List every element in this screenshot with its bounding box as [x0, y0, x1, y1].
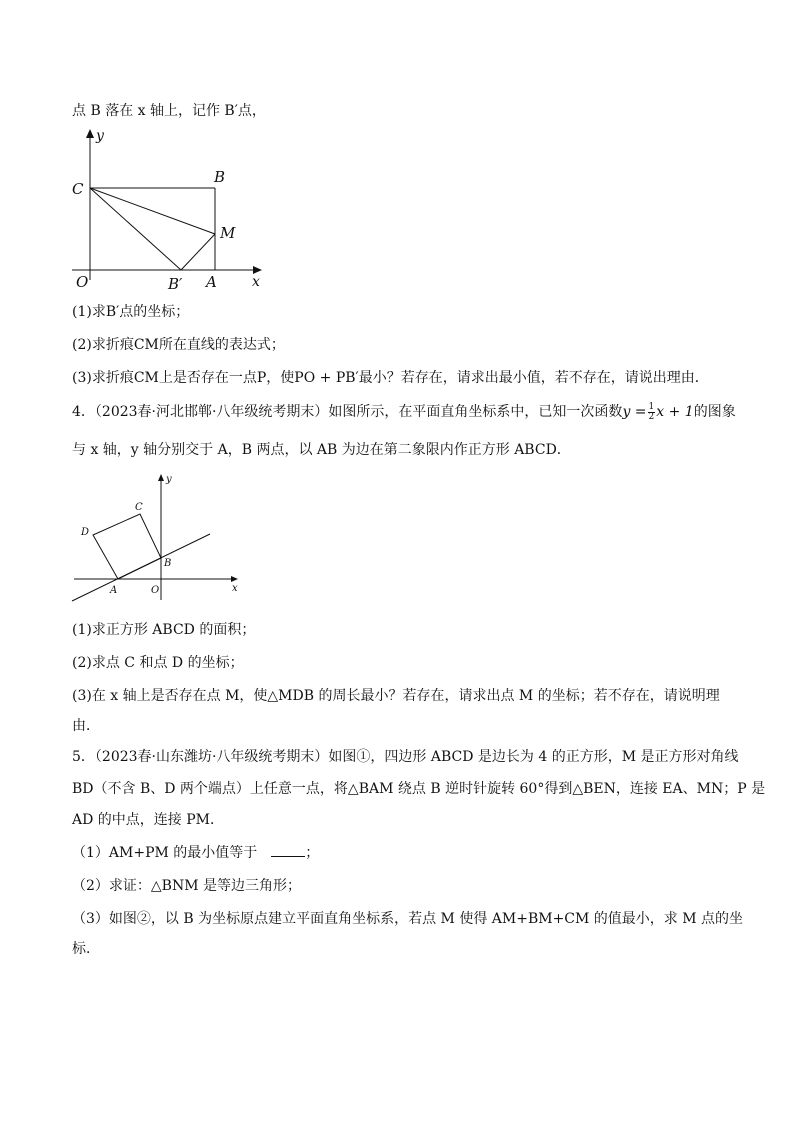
figure-1	[68, 124, 268, 294]
q4-part2: (2)求点 C 和点 D 的坐标；	[72, 655, 244, 671]
label-x: x	[252, 274, 260, 290]
label-o: O	[151, 585, 160, 596]
q4-fraction-den: 2	[648, 411, 655, 422]
q5-part3-cont: 标．	[72, 941, 100, 957]
q4-line1-pre: 4．（2023春·河北邯郸·八年级统考期末）如图所示，在平面直角坐标系中，已知一次函数	[72, 404, 623, 420]
answer-blank	[271, 844, 305, 857]
intro-line: 点 B 落在 x 轴上，记作 B′点，	[72, 103, 266, 119]
q5-part2: （2）求证：△BNM 是等边三角形；	[72, 878, 301, 894]
q5-line1: 5．（2023春·山东潍坊·八年级统考期末）如图①，四边形 ABCD 是边长为 4 的正方形，M 是正方形对角线	[72, 749, 739, 765]
q3-part2: (2)求折痕CM所在直线的表达式；	[72, 337, 285, 353]
q5-line2: BD（不含 B、D 两个端点）上任意一点，将△BAM 绕点 B 逆时针旋转 60°得到△BEN，连接 EA、MN；P 是	[72, 781, 766, 797]
square-abcd	[93, 514, 161, 579]
q5-part1-pre: （1）AM+PM 的最小值等于	[72, 845, 258, 861]
q5-part1	[72, 843, 319, 863]
q4-fraction	[648, 403, 656, 422]
q4-part3-cont: 由．	[72, 718, 100, 734]
label-b: B	[214, 168, 226, 186]
q4-line2: 与 x 轴，y 轴分别交于 A，B 两点，以 AB 为边在第二象限内作正方形 ABCD．	[72, 442, 571, 458]
segment-mbp	[181, 234, 215, 270]
q5-part3: （3）如图②，以 B 为坐标原点建立平面直角坐标系，若点 M 使得 AM+BM+CM 的值最小，求 M 点的坐	[72, 911, 744, 927]
q4-line1-post: 的图象	[693, 404, 736, 420]
q3-part1: (1)求B′点的坐标；	[72, 304, 190, 320]
label-b: B	[164, 558, 172, 569]
q4-line1	[72, 402, 736, 422]
label-y: y	[166, 474, 172, 485]
label-y: y	[96, 128, 104, 144]
x-axis-arrow	[253, 266, 262, 274]
segment-cbp	[90, 188, 181, 270]
label-d: D	[81, 527, 90, 538]
segment-cm	[90, 188, 215, 234]
figure-2	[66, 470, 246, 606]
label-m: M	[220, 224, 236, 242]
x-axis-arrow	[231, 576, 238, 582]
label-a: A	[110, 585, 118, 596]
q4-formula-rest: x + 1	[656, 404, 694, 420]
q4-part1: (1)求正方形 ABCD 的面积；	[72, 622, 256, 638]
q4-part3: (3)在 x 轴上是否存在点 M，使△MDB 的周长最小？若存在，请求出点 M 的坐标；若不存在，请说明理	[72, 688, 720, 704]
label-c: C	[135, 502, 143, 513]
label-c: C	[72, 180, 84, 198]
q4-formula-y: y =	[622, 404, 647, 420]
y-axis-arrow	[158, 474, 164, 481]
q5-part1-post: ；	[305, 845, 320, 861]
label-a: A	[206, 273, 217, 291]
y-axis-arrow	[86, 129, 94, 138]
label-b-prime: B′	[168, 275, 183, 293]
label-x: x	[232, 583, 238, 594]
q3-part3: (3)求折痕CM上是否存在一点P，使PO + PB′最小？若存在，请求出最小值，若不存在，请说出理由．	[72, 370, 709, 386]
q5-line3: AD 的中点，连接 PM．	[72, 812, 224, 828]
q4-fraction-num: 1	[648, 401, 655, 412]
label-o: O	[76, 273, 89, 291]
